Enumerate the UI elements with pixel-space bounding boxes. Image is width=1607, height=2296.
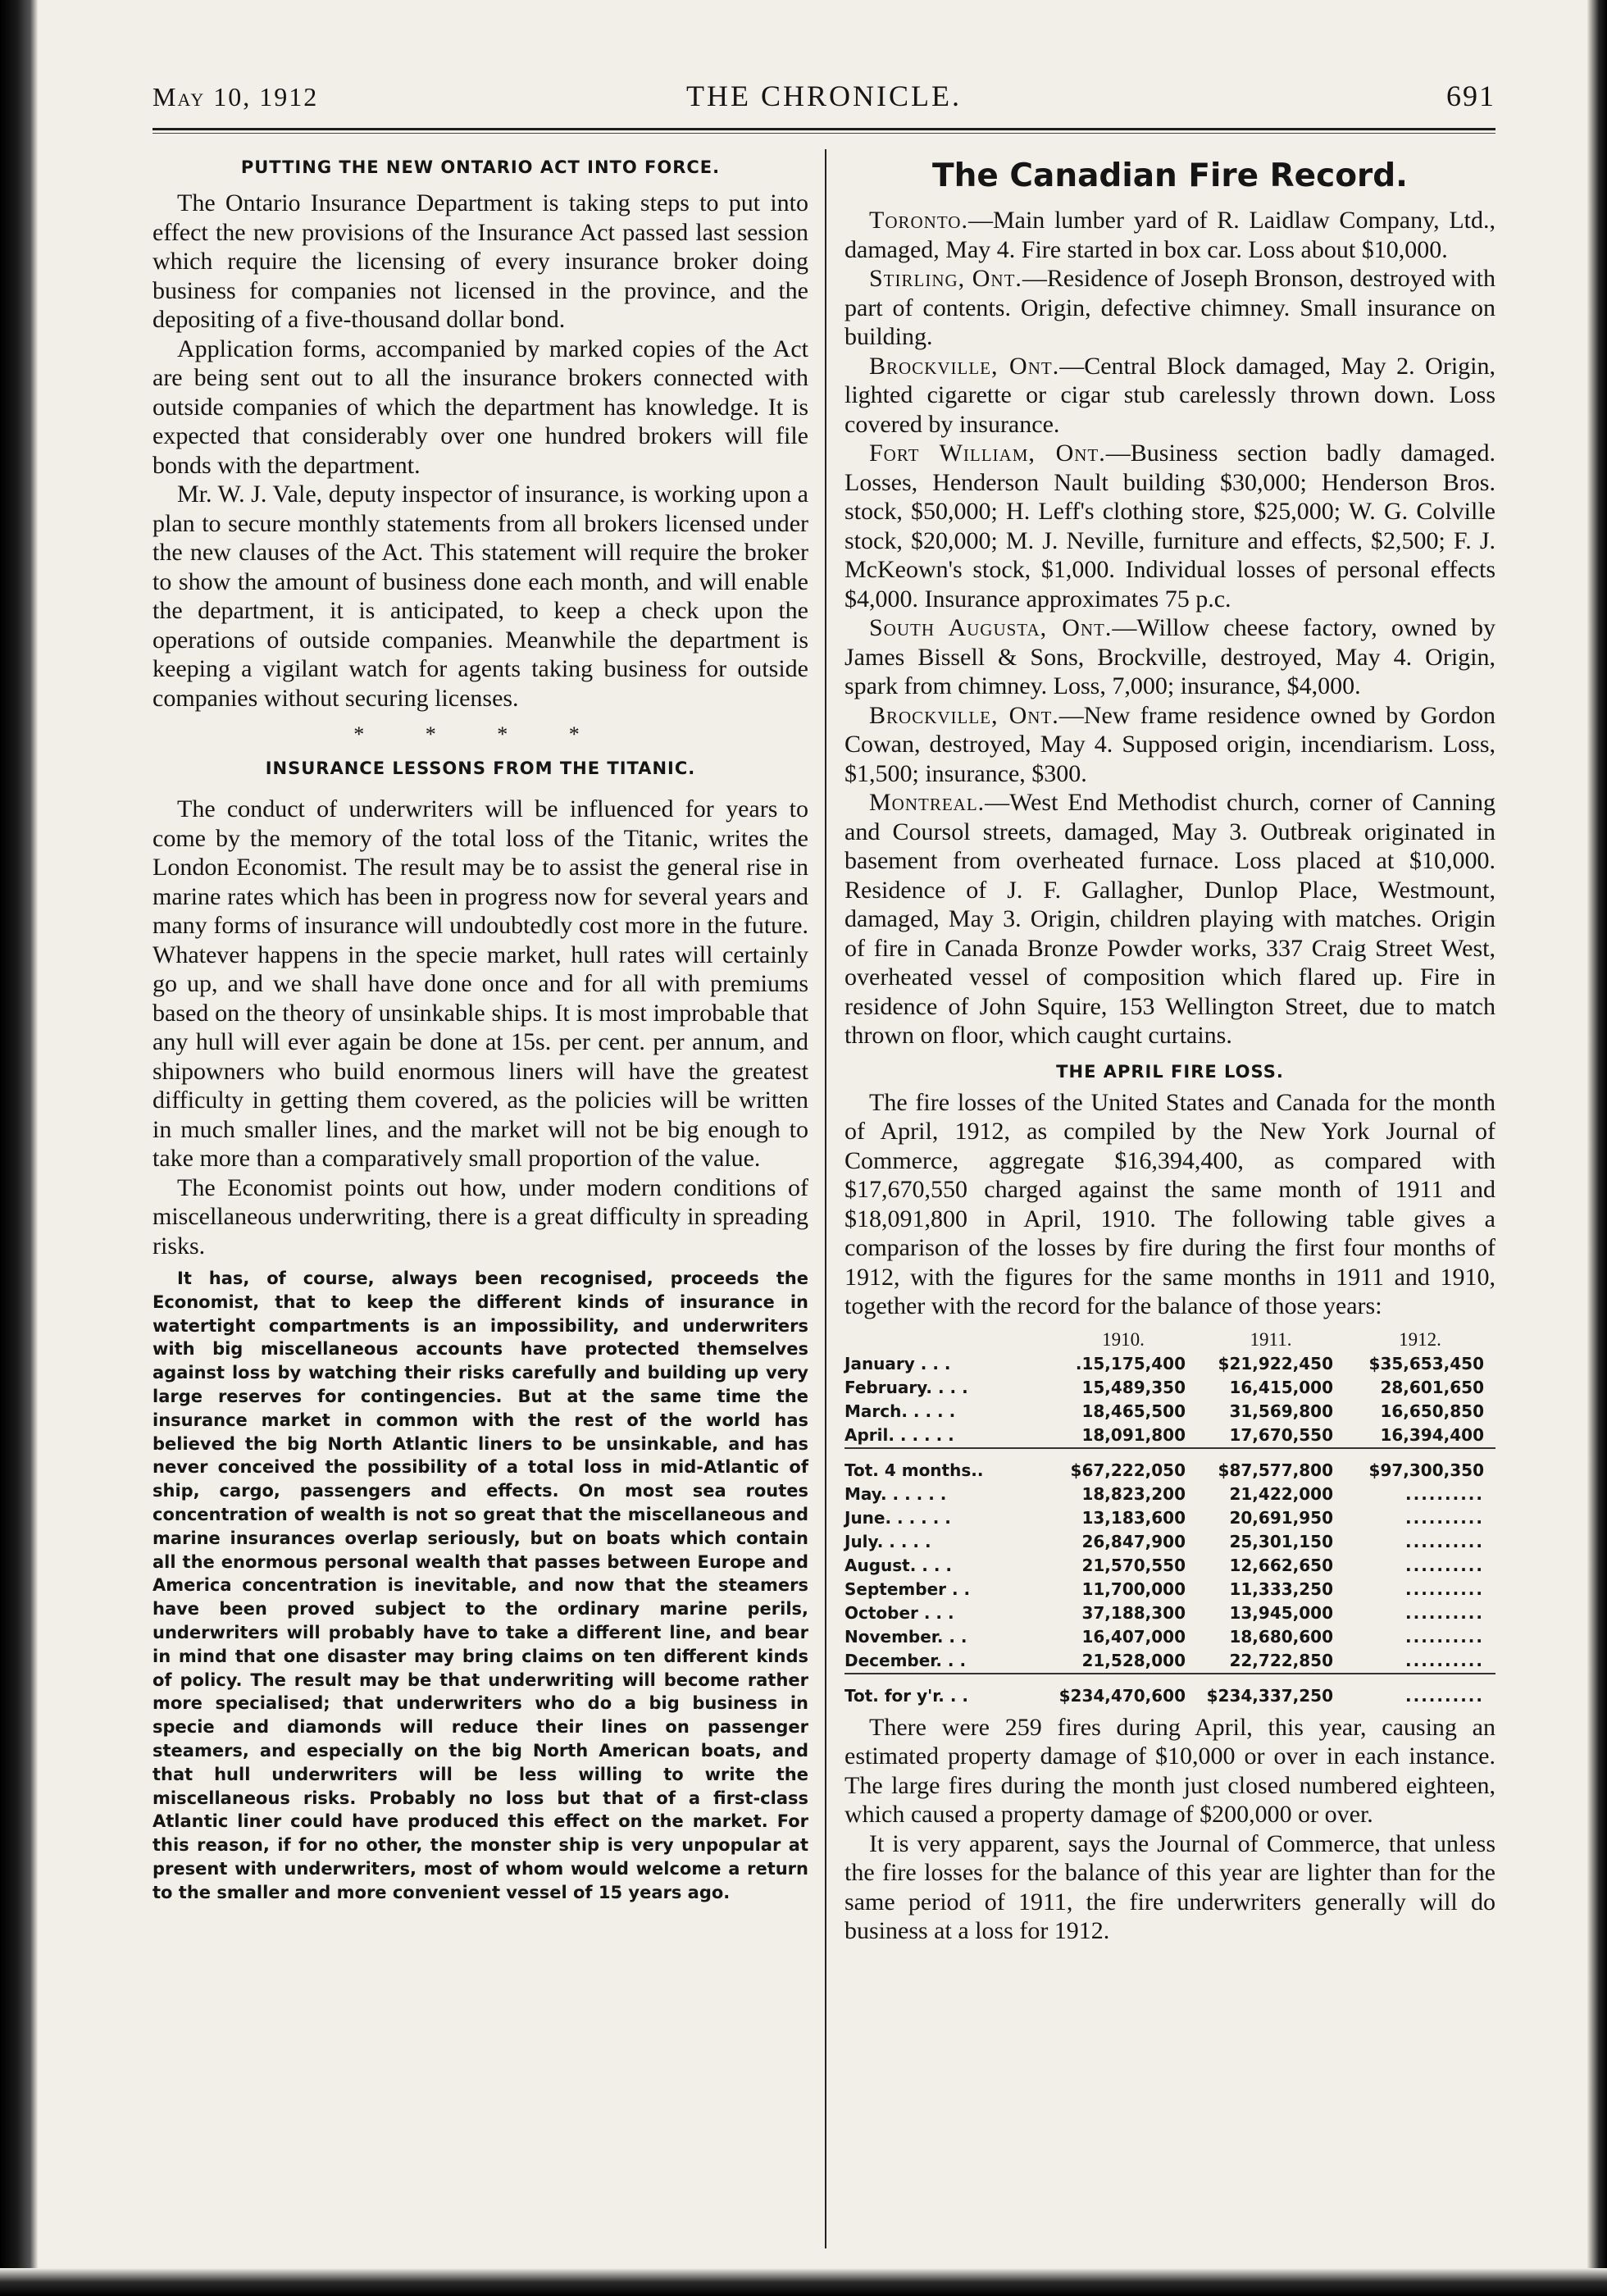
four-month-total-row (844, 1448, 1495, 1483)
value-1911: 25,301,150 (1229, 1532, 1333, 1551)
fire-entry (844, 788, 1495, 1050)
value-1910: 18,823,200 (1081, 1484, 1186, 1504)
scan-right-edge (1587, 0, 1607, 2296)
value-1912: .......... (1405, 1627, 1484, 1647)
scan-bottom-edge (0, 2268, 1607, 2296)
april-loss-heading: THE APRIL FIRE LOSS. (1056, 1061, 1284, 1082)
fire-entry (844, 352, 1495, 440)
fire-entry (844, 613, 1495, 701)
titanic-heading: INSURANCE LESSONS FROM THE TITANIC. (265, 758, 696, 778)
value-1912: 16,394,400 (1345, 1424, 1495, 1448)
april-loss-article (844, 1088, 1495, 1321)
total-1912: $97,300,350 (1368, 1460, 1484, 1480)
table-row (844, 1530, 1495, 1554)
fire-entry-text: —Residence of Joseph Bronson, destroyed with part of contents. Origin, defective chimney. Small insurance on building. (844, 265, 1495, 350)
value-1912: .......... (1405, 1556, 1484, 1575)
value-1910: 21,570,550 (1081, 1556, 1186, 1575)
value-1910: 37,188,300 (1081, 1603, 1186, 1623)
value-1911: 31,569,800 (1229, 1401, 1333, 1421)
table-row (844, 1424, 1495, 1448)
fire-entry (844, 439, 1495, 613)
fire-entry-place: Montreal. (869, 789, 986, 816)
value-1911: 13,945,000 (1229, 1603, 1333, 1623)
right-column (844, 157, 1495, 1946)
header-rule (153, 128, 1495, 134)
fire-entry-place: Fort William, Ont. (869, 440, 1106, 467)
value-1910: 16,407,000 (1081, 1627, 1186, 1647)
total-1910: $234,470,600 (1058, 1686, 1186, 1706)
month-label: February. . . . (844, 1378, 968, 1397)
month-label: January . . . (844, 1354, 951, 1374)
value-1911: 21,422,000 (1229, 1484, 1333, 1504)
value-1910: 21,528,000 (1049, 1649, 1197, 1674)
fire-entry-text: —New frame residence owned by Gordon Cowan, destroyed, May 4. Supposed origin, incendiarism. Loss, $1,500; insurance, $300. (844, 701, 1495, 787)
april-paragraph-2: There were 259 fires during April, this year, causing an estimated property damage of $10,000 or over in each instance. The large fires during the month just closed numbered eighteen, which caused a property damage of $200,000 or over. (844, 1713, 1495, 1828)
value-1912: .......... (1405, 1603, 1484, 1623)
value-1910: 15,489,350 (1081, 1378, 1186, 1397)
table-row (844, 1400, 1495, 1424)
ontario-act-heading: PUTTING THE NEW ONTARIO ACT INTO FORCE. (240, 157, 721, 177)
fire-entry (844, 264, 1495, 352)
total-1911: $234,337,250 (1206, 1686, 1333, 1706)
page-number: 691 (1446, 80, 1495, 112)
value-1910: 11,700,000 (1081, 1579, 1186, 1599)
value-1912: .......... (1345, 1649, 1495, 1674)
total-1911: $87,577,800 (1218, 1460, 1333, 1480)
table-row (844, 1625, 1495, 1649)
value-1911: 20,691,950 (1229, 1508, 1333, 1528)
fire-entry-place: South Augusta, Ont. (869, 614, 1113, 641)
value-1912: .......... (1405, 1508, 1484, 1528)
fire-entry-text: —Central Block damaged, May 2. Origin, lighted cigarette or cigar stub carelessly thrown down. Loss covered by insurance. (844, 352, 1495, 438)
table-row (844, 1352, 1495, 1376)
total-1912: .......... (1405, 1686, 1484, 1706)
value-1911: $21,922,450 (1218, 1354, 1333, 1374)
left-column (153, 157, 808, 1905)
table-row (844, 1506, 1495, 1530)
value-1911: 18,680,600 (1229, 1627, 1333, 1647)
month-label: April. . . . . . (844, 1424, 1049, 1448)
april-paragraph-3: It is very apparent, says the Journal of Commerce, that unless the fire losses for the balance of this year are lighter than for the same period of 1911, the fire underwriters generally will do business at a loss for 1912. (844, 1829, 1495, 1944)
economist-quote: It has, of course, always been recognised, proceeds the Economist, that to keep the different kinds of insurance in watertight compartments is an impossibility, and underwriters with big miscellaneous accounts have protected themselves against loss by watching their risks carefully and building up very large reserves for contingencies. But at the same time the insurance market in common with the rest of the world has believed the big North Atlantic liners to be unsinkable, and has never conceived the possibility of a total loss in mid-Atlantic of ship, cargo, passengers and effects. On most sea routes concentration of wealth is not so great that the miscellaneous and marine insurances overlap seriously, but on boats which contain all the enormous personal wealth that passes between Europe and America concentration is inevitable, and now that the steamers have been proved subject to the ordinary marine perils, underwriters will probably have to take a different line, and bear in mind that one disaster may bring claims on ten different kinds of policy. The result may be that underwriting will become rather more specialised; that underwriters who do a big business in specie and diamonds will reduce their lines on passenger steamers, and especially on the big North American boats, and that hull underwriters will be less willing to write the miscellaneous risks. Probably no loss but that of a first-class Atlantic liner could have produced this effect on the market. For this reason, if for no other, the monster ship is very unpopular at present with underwriters, most of whom would welcome a return to the smaller and more convenient vessel of 15 years ago. (153, 1269, 808, 1902)
table-row (844, 1649, 1495, 1674)
fire-entry (844, 701, 1495, 789)
month-label: July. . . . . (844, 1532, 931, 1551)
ontario-paragraph-1: The Ontario Insurance Department is taking steps to put into effect the new provisions of the Insurance Act passed last session which require the licensing of every insurance broker doing business for companies not licensed in the province, and the depositing of a five-thousand dollar bond. (153, 189, 808, 333)
fire-entry-text: —Willow cheese factory, owned by James Bissell & Sons, Brockville, destroyed, May 4. Origin, spark from chimney. Loss, 7,000; insurance, $4,000. (844, 614, 1495, 699)
publication-title: THE CHRONICLE. (686, 80, 962, 112)
value-1910: .15,175,400 (1075, 1354, 1186, 1374)
total-label: Tot. for y'r. . . (844, 1686, 969, 1706)
section-separator: * * * * (353, 722, 608, 746)
titanic-article (153, 795, 808, 1260)
table-row (844, 1483, 1495, 1506)
table-row (844, 1554, 1495, 1578)
fire-entry-place: Stirling, Ont. (869, 265, 1022, 292)
value-1911: 11,333,250 (1229, 1579, 1333, 1599)
ontario-paragraph-2: Application forms, accompanied by marked copies of the Act are being sent out to all the insurance brokers connected with outside companies of which the department has knowledge. It is expected that considerably over one hundred brokers will file bonds with the department. (153, 335, 808, 479)
month-label: August. . . . (844, 1556, 953, 1575)
value-1911: 12,662,650 (1229, 1556, 1333, 1575)
fire-entry-place: Toronto. (869, 207, 968, 234)
april-loss-closing (844, 1713, 1495, 1946)
month-label: November. . . (844, 1627, 967, 1647)
value-1912: .......... (1405, 1579, 1484, 1599)
table-row (844, 1376, 1495, 1400)
titanic-paragraph-1: The conduct of underwriters will be influenced for years to come by the memory of the total loss of the Titanic, writes the London Economist. The result may be to assist the general rise in marine rates which has been in progress now for several years and many forms of insurance will undoubtedly cost more in the future. Whatever happens in the specie market, hull rates will certainly go up, and we shall have done once and for all with premiums based on the theory of unsinkable ships. It is most improbable that any hull will ever again be done at 15s. per cent. per annum, and shipowners who build enormous liners will have the greatest difficulty in getting them covered, as the policies will be written in much smaller lines, and the market will not be big enough to take more than a comparatively small proportion of the value. (153, 795, 808, 1172)
fire-entry-text: —West End Methodist church, corner of Canning and Coursol streets, damaged, May 3. Outbreak originated in basement from overheated furnace. Loss placed at $10,000. Residence of J. F. Gallagher, Dunlop Place, Westmount, damaged, May 3. Origin, children playing with matches. Origin of fire in Canada Bronze Powder works, 337 Craig Street West, overheated vessel of composition which flared up. Fire in residence of John Squire, 153 Wellington Street, due to match thrown on floor, which caught curtains. (844, 789, 1495, 1049)
table-header-1910: 1910. (1102, 1328, 1145, 1350)
value-1912: .......... (1405, 1532, 1484, 1551)
month-label: March. . . . . (844, 1401, 956, 1421)
value-1911: 16,415,000 (1229, 1378, 1333, 1397)
fire-loss-table (844, 1329, 1495, 1708)
value-1911: 22,722,850 (1197, 1649, 1345, 1674)
month-label: September . . (844, 1579, 971, 1599)
fire-record-entries (844, 206, 1495, 1050)
month-label: October . . . (844, 1603, 954, 1623)
table-row (844, 1601, 1495, 1625)
table-row (844, 1578, 1495, 1601)
table-header-1911: 1911. (1250, 1328, 1292, 1350)
value-1912: 28,601,650 (1380, 1378, 1484, 1397)
value-1910: 13,183,600 (1081, 1508, 1186, 1528)
running-head (153, 75, 1495, 125)
table-header-label (844, 1329, 1049, 1352)
value-1910: 18,091,800 (1049, 1424, 1197, 1448)
value-1912: .......... (1405, 1484, 1484, 1504)
ontario-act-article (153, 189, 808, 713)
year-total-row (844, 1674, 1495, 1708)
fire-entry-place: Brockville, Ont. (869, 352, 1060, 380)
fire-entry-text: —Main lumber yard of R. Laidlaw Company, Ltd., damaged, May 4. Fire started in box car. Loss about $10,000. (844, 207, 1495, 263)
table-header-row (844, 1329, 1495, 1352)
april-paragraph-1: The fire losses of the United States and Canada for the month of April, 1912, as compiled by the New York Journal of Commerce, aggregate $16,394,400, as compared with $17,670,550 charged against the same month of 1911 and $18,091,800 in April, 1910. The following table gives a comparison of the losses by fire during the first four months of 1912, with the figures for the same months in 1911 and 1910, together with the record for the balance of those years: (844, 1088, 1495, 1319)
month-label: May. . . . . . (844, 1484, 947, 1504)
value-1912: 16,650,850 (1380, 1401, 1484, 1421)
newspaper-page (153, 75, 1495, 2257)
value-1911: 17,670,550 (1197, 1424, 1345, 1448)
fire-entry (844, 206, 1495, 264)
fire-record-title: The Canadian Fire Record. (932, 157, 1408, 194)
value-1910: 18,465,500 (1081, 1401, 1186, 1421)
column-divider (825, 149, 826, 2248)
ontario-paragraph-3: Mr. W. J. Vale, deputy inspector of insurance, is working upon a plan to secure monthly statements from all brokers licensed under the new clauses of the Act. This statement will require the broker to show the amount of business done each month, and will enable the department, it is anticipated, to keep a check upon the operations of outside companies. Meanwhile the department is keeping a vigilant watch for agents taking business for outside companies without securing licenses. (153, 481, 808, 712)
titanic-paragraph-2: The Economist points out how, under modern conditions of miscellaneous underwriting, there is a great difficulty in spreading risks. (153, 1173, 808, 1260)
month-label: December. . . (844, 1649, 1049, 1674)
month-label: June. . . . . . (844, 1508, 951, 1528)
value-1910: 26,847,900 (1081, 1532, 1186, 1551)
scan-left-edge (0, 0, 38, 2296)
fire-entry-text: —Business section badly damaged. Losses, Henderson Nault building $30,000; Henderson Bros. stock, $50,000; H. Leff's clothing store, $25,000; W. G. Colville stock, $20,000; M. J. Neville, furniture and effects, $2,500; F. J. McKeown's stock, $1,000. Individual losses of personal effects $4,000. Insurance approximates 75 p.c. (844, 440, 1495, 613)
total-1910: $67,222,050 (1070, 1460, 1186, 1480)
value-1912: $35,653,450 (1368, 1354, 1484, 1374)
table-header-1912: 1912. (1399, 1328, 1441, 1350)
total-label: Tot. 4 months.. (844, 1460, 984, 1480)
issue-date: May 10, 1912 (153, 82, 319, 112)
fire-entry-place: Brockville, Ont. (869, 701, 1059, 729)
